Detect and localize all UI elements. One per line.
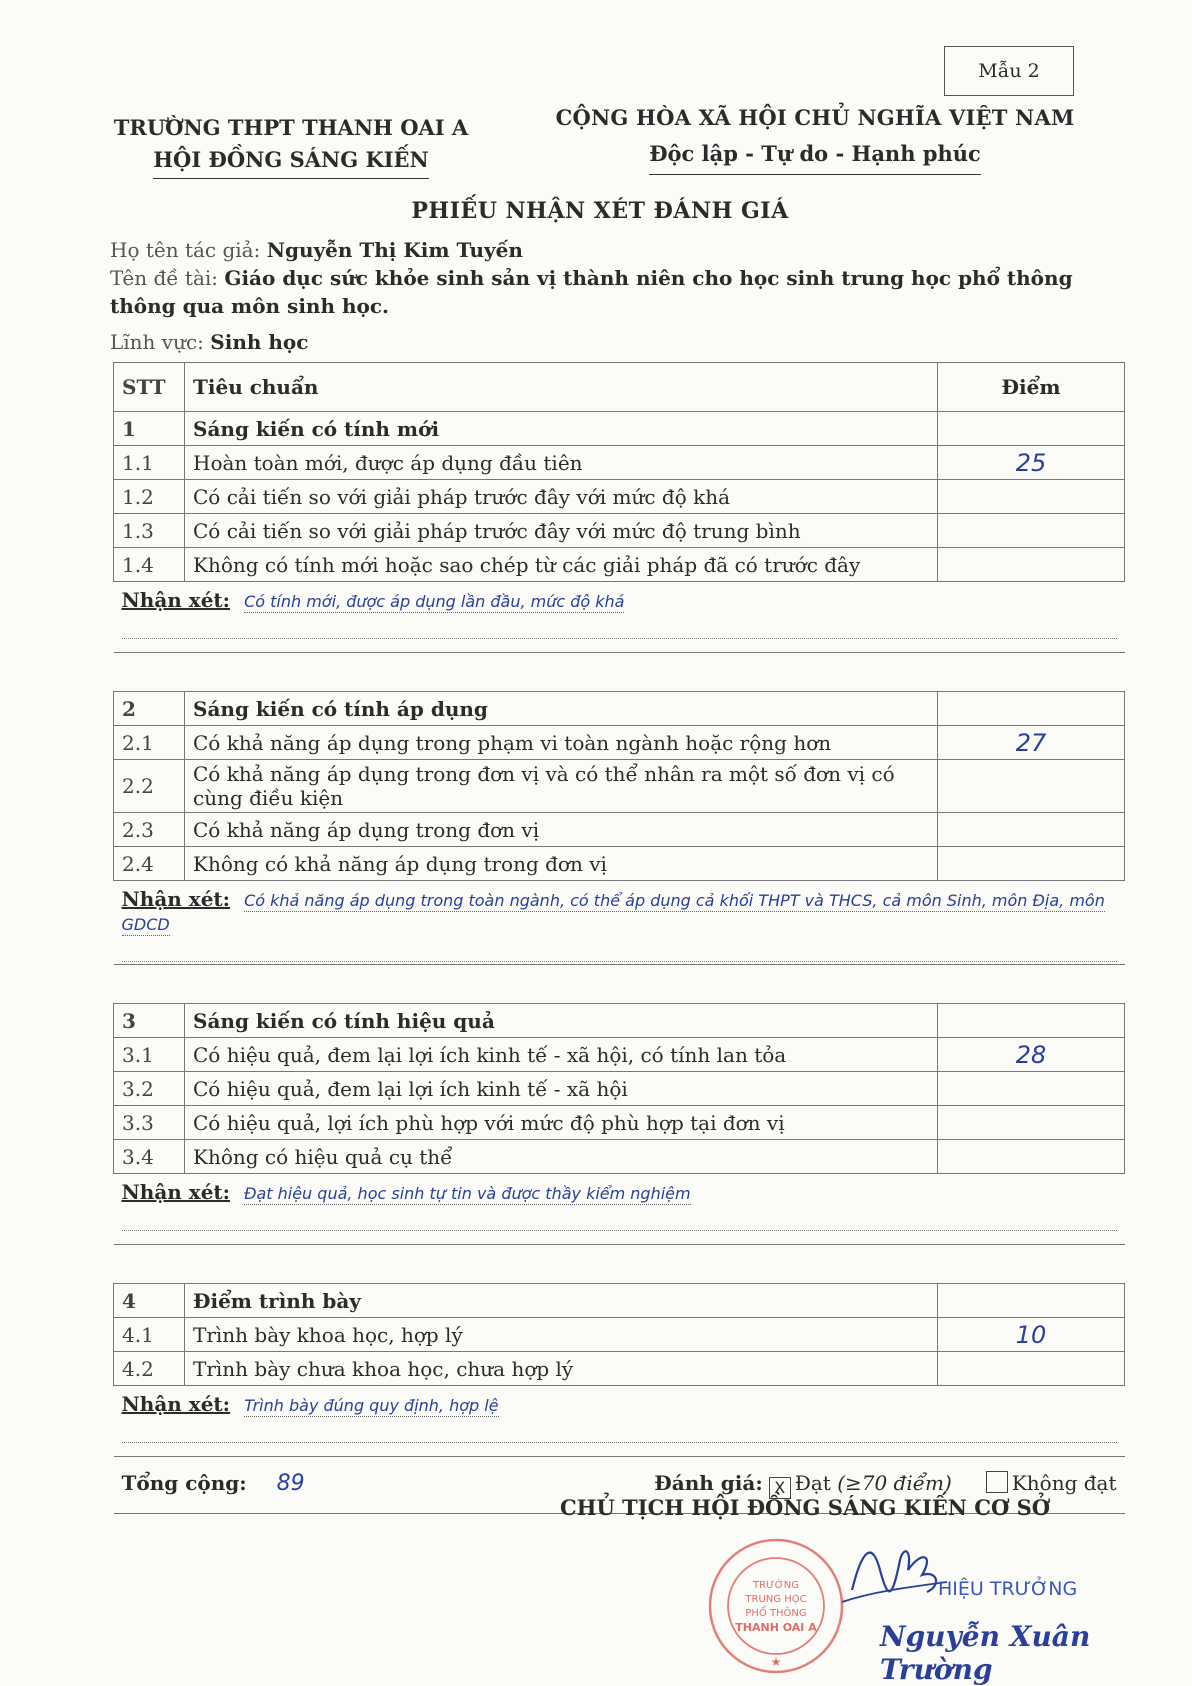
criterion-text: Trình bày khoa học, hợp lý [185,1318,938,1352]
total-label: Tổng cộng: [121,1471,247,1495]
criterion-score: 10 [938,1318,1125,1352]
fail-checkbox[interactable] [986,1471,1008,1493]
comment-text: Có khả năng áp dụng trong toàn ngành, có thể áp dụng cả khối THPT và THCS, cả môn Sinh, môn Địa, môn GDCD [121,891,1105,934]
school-name: TRƯỜNG THPT THANH OAI A [113,115,469,140]
criterion-row [114,446,1125,480]
comment-cell [114,582,1125,653]
pass-checkbox[interactable]: X [769,1477,791,1499]
comment-row [114,881,1125,965]
national-title: CỘNG HÒA XÃ HỘI CHỦ NGHĨA VIỆT NAM [555,105,1075,130]
comment-cell [114,1386,1125,1457]
comment-dotted-line [122,937,1117,962]
comment-dotted-line [122,1206,1117,1231]
comment-cell [114,881,1125,965]
criterion-text: Có khả năng áp dụng trong phạm vi toàn ngành hoặc rộng hơn [185,726,938,760]
header-stt: STT [114,363,185,412]
total-value: 89 [276,1471,305,1496]
criterion-text: Có khả năng áp dụng trong đơn vị [185,813,938,847]
evaluation-label: Đánh giá: [654,1471,763,1495]
pass-threshold-note: (≥70 điểm) [837,1471,952,1495]
comment-row [114,582,1125,653]
comment-row [114,1174,1125,1245]
section-number: 4 [114,1284,185,1318]
stamp-line-3: PHỔ THÔNG [745,1608,807,1619]
spacer-row [114,1245,1125,1284]
criterion-number: 3.3 [114,1106,185,1140]
criterion-score [938,760,1125,813]
section-title: Sáng kiến có tính áp dụng [185,692,938,726]
criterion-number: 2.2 [114,760,185,813]
criterion-score [938,480,1125,514]
comment-label: Nhận xét: [121,1180,231,1204]
stamp-line-4: THANH OAI A [735,1621,817,1634]
criterion-score: 27 [938,726,1125,760]
topic-label: Tên đề tài: [110,266,219,290]
field-label: Lĩnh vực: [110,330,204,354]
criterion-score [938,1072,1125,1106]
criterion-row [114,1072,1125,1106]
school-stamp [686,1528,866,1678]
criterion-text: Có cải tiến so với giải pháp trước đây với mức độ trung bình [185,514,938,548]
criterion-text: Có hiệu quả, đem lại lợi ích kinh tế - xã hội [185,1072,938,1106]
section-number: 2 [114,692,185,726]
criterion-score [938,548,1125,582]
stamp-outer-ring [710,1540,842,1672]
criterion-text: Có khả năng áp dụng trong đơn vị và có thể nhân ra một số đơn vị có cùng điều kiện [185,760,938,813]
header-criteria: Tiêu chuẩn [185,363,938,412]
council-name: HỘI ĐỒNG SÁNG KIẾN [153,144,429,179]
criterion-number: 3.4 [114,1140,185,1174]
field-name: Sinh học [210,330,309,354]
topic-line [110,264,1120,320]
section-title: Sáng kiến có tính mới [185,412,938,446]
criterion-score [938,1106,1125,1140]
spacer-row [114,653,1125,692]
signer-title: HIỆU TRƯỞNG [938,1578,1078,1600]
criterion-row [114,480,1125,514]
criterion-score: 25 [938,446,1125,480]
criterion-row [114,514,1125,548]
section-score-cell [938,692,1125,726]
section-row [114,1004,1125,1038]
criteria-table [113,362,1125,1514]
criterion-number: 1.2 [114,480,185,514]
author-line [110,236,1120,264]
criterion-score: 28 [938,1038,1125,1072]
chairman-title: CHỦ TỊCH HỘI ĐỒNG SÁNG KIẾN CƠ SỞ [559,1495,1051,1520]
author-name: Nguyễn Thị Kim Tuyến [266,238,523,262]
signer-name: Nguyễn Xuân Trường [880,1620,1091,1686]
header-score: Điểm [938,363,1125,412]
signature-scrawl [842,1530,952,1610]
topic-name: Giáo dục sức khỏe sinh sản vị thành niên cho học sinh trung học phổ thông thông qua môn sinh học. [110,266,1073,318]
criterion-score [938,1140,1125,1174]
criterion-row [114,726,1125,760]
table-header-row [114,363,1125,412]
criterion-row [114,1352,1125,1386]
criterion-text: Có hiệu quả, lợi ích phù hợp với mức độ phù hợp tại đơn vị [185,1106,938,1140]
comment-text: Đạt hiệu quả, học sinh tự tin và được thầy kiểm nghiệm [244,1184,691,1203]
spacer-cell [114,653,1125,692]
school-header [96,112,486,179]
criterion-number: 1.1 [114,446,185,480]
criterion-score [938,847,1125,881]
criterion-number: 3.2 [114,1072,185,1106]
criterion-score [938,514,1125,548]
criterion-row [114,1106,1125,1140]
field-line [110,328,1120,356]
comment-text: Trình bày đúng quy định, hợp lệ [244,1396,499,1415]
section-row [114,1284,1125,1318]
section-score-cell [938,1284,1125,1318]
comment-label: Nhận xét: [121,887,231,911]
section-score-cell [938,412,1125,446]
section-row [114,692,1125,726]
criterion-number: 2.1 [114,726,185,760]
criterion-row [114,813,1125,847]
criterion-row [114,847,1125,881]
national-motto: Độc lập - Tự do - Hạnh phúc [649,136,981,175]
criterion-row [114,1140,1125,1174]
criterion-text: Trình bày chưa khoa học, chưa hợp lý [185,1352,938,1386]
criterion-row [114,548,1125,582]
criterion-text: Hoàn toàn mới, được áp dụng đầu tiên [185,446,938,480]
spacer-cell [114,1245,1125,1284]
comment-label: Nhận xét: [121,1392,231,1416]
section-title: Sáng kiến có tính hiệu quả [185,1004,938,1038]
criterion-text: Không có tính mới hoặc sao chép từ các giải pháp đã có trước đây [185,548,938,582]
pass-label: Đạt [794,1471,831,1495]
section-row [114,412,1125,446]
criterion-text: Có cải tiến so với giải pháp trước đây với mức độ khá [185,480,938,514]
criterion-row [114,1318,1125,1352]
stamp-inner-ring [728,1558,824,1654]
section-score-cell [938,1004,1125,1038]
criterion-number: 1.4 [114,548,185,582]
stamp-line-1: TRƯỜNG [753,1580,799,1591]
criterion-row [114,1038,1125,1072]
author-label: Họ tên tác giả: [110,238,261,262]
section-title: Điểm trình bày [185,1284,938,1318]
section-number: 1 [114,412,185,446]
fail-label: Không đạt [1011,1471,1117,1495]
stamp-line-2: TRUNG HỌC [745,1594,807,1605]
criterion-number: 1.3 [114,514,185,548]
form-title: PHIẾU NHẬN XÉT ĐÁNH GIÁ [411,198,789,224]
spacer-row [114,965,1125,1004]
criterion-score [938,1352,1125,1386]
criterion-score [938,813,1125,847]
comment-dotted-line [122,1418,1117,1443]
comment-dotted-line [122,614,1117,639]
criterion-number: 2.3 [114,813,185,847]
comment-cell [114,1174,1125,1245]
criterion-row [114,760,1125,813]
criterion-number: 4.1 [114,1318,185,1352]
section-number: 3 [114,1004,185,1038]
criterion-number: 2.4 [114,847,185,881]
national-header [530,100,1100,175]
comment-row [114,1386,1125,1457]
form-code: Mẫu 2 [944,46,1074,96]
comment-label: Nhận xét: [121,588,231,612]
criterion-text: Không có hiệu quả cụ thể [185,1140,938,1174]
criterion-text: Có hiệu quả, đem lại lợi ích kinh tế - xã hội, có tính lan tỏa [185,1038,938,1072]
comment-text: Có tính mới, được áp dụng lần đầu, mức độ khá [244,592,625,611]
spacer-cell [114,965,1125,1004]
stamp-star-icon: ★ [770,1655,782,1669]
criterion-number: 4.2 [114,1352,185,1386]
criterion-number: 3.1 [114,1038,185,1072]
criterion-text: Không có khả năng áp dụng trong đơn vị [185,847,938,881]
